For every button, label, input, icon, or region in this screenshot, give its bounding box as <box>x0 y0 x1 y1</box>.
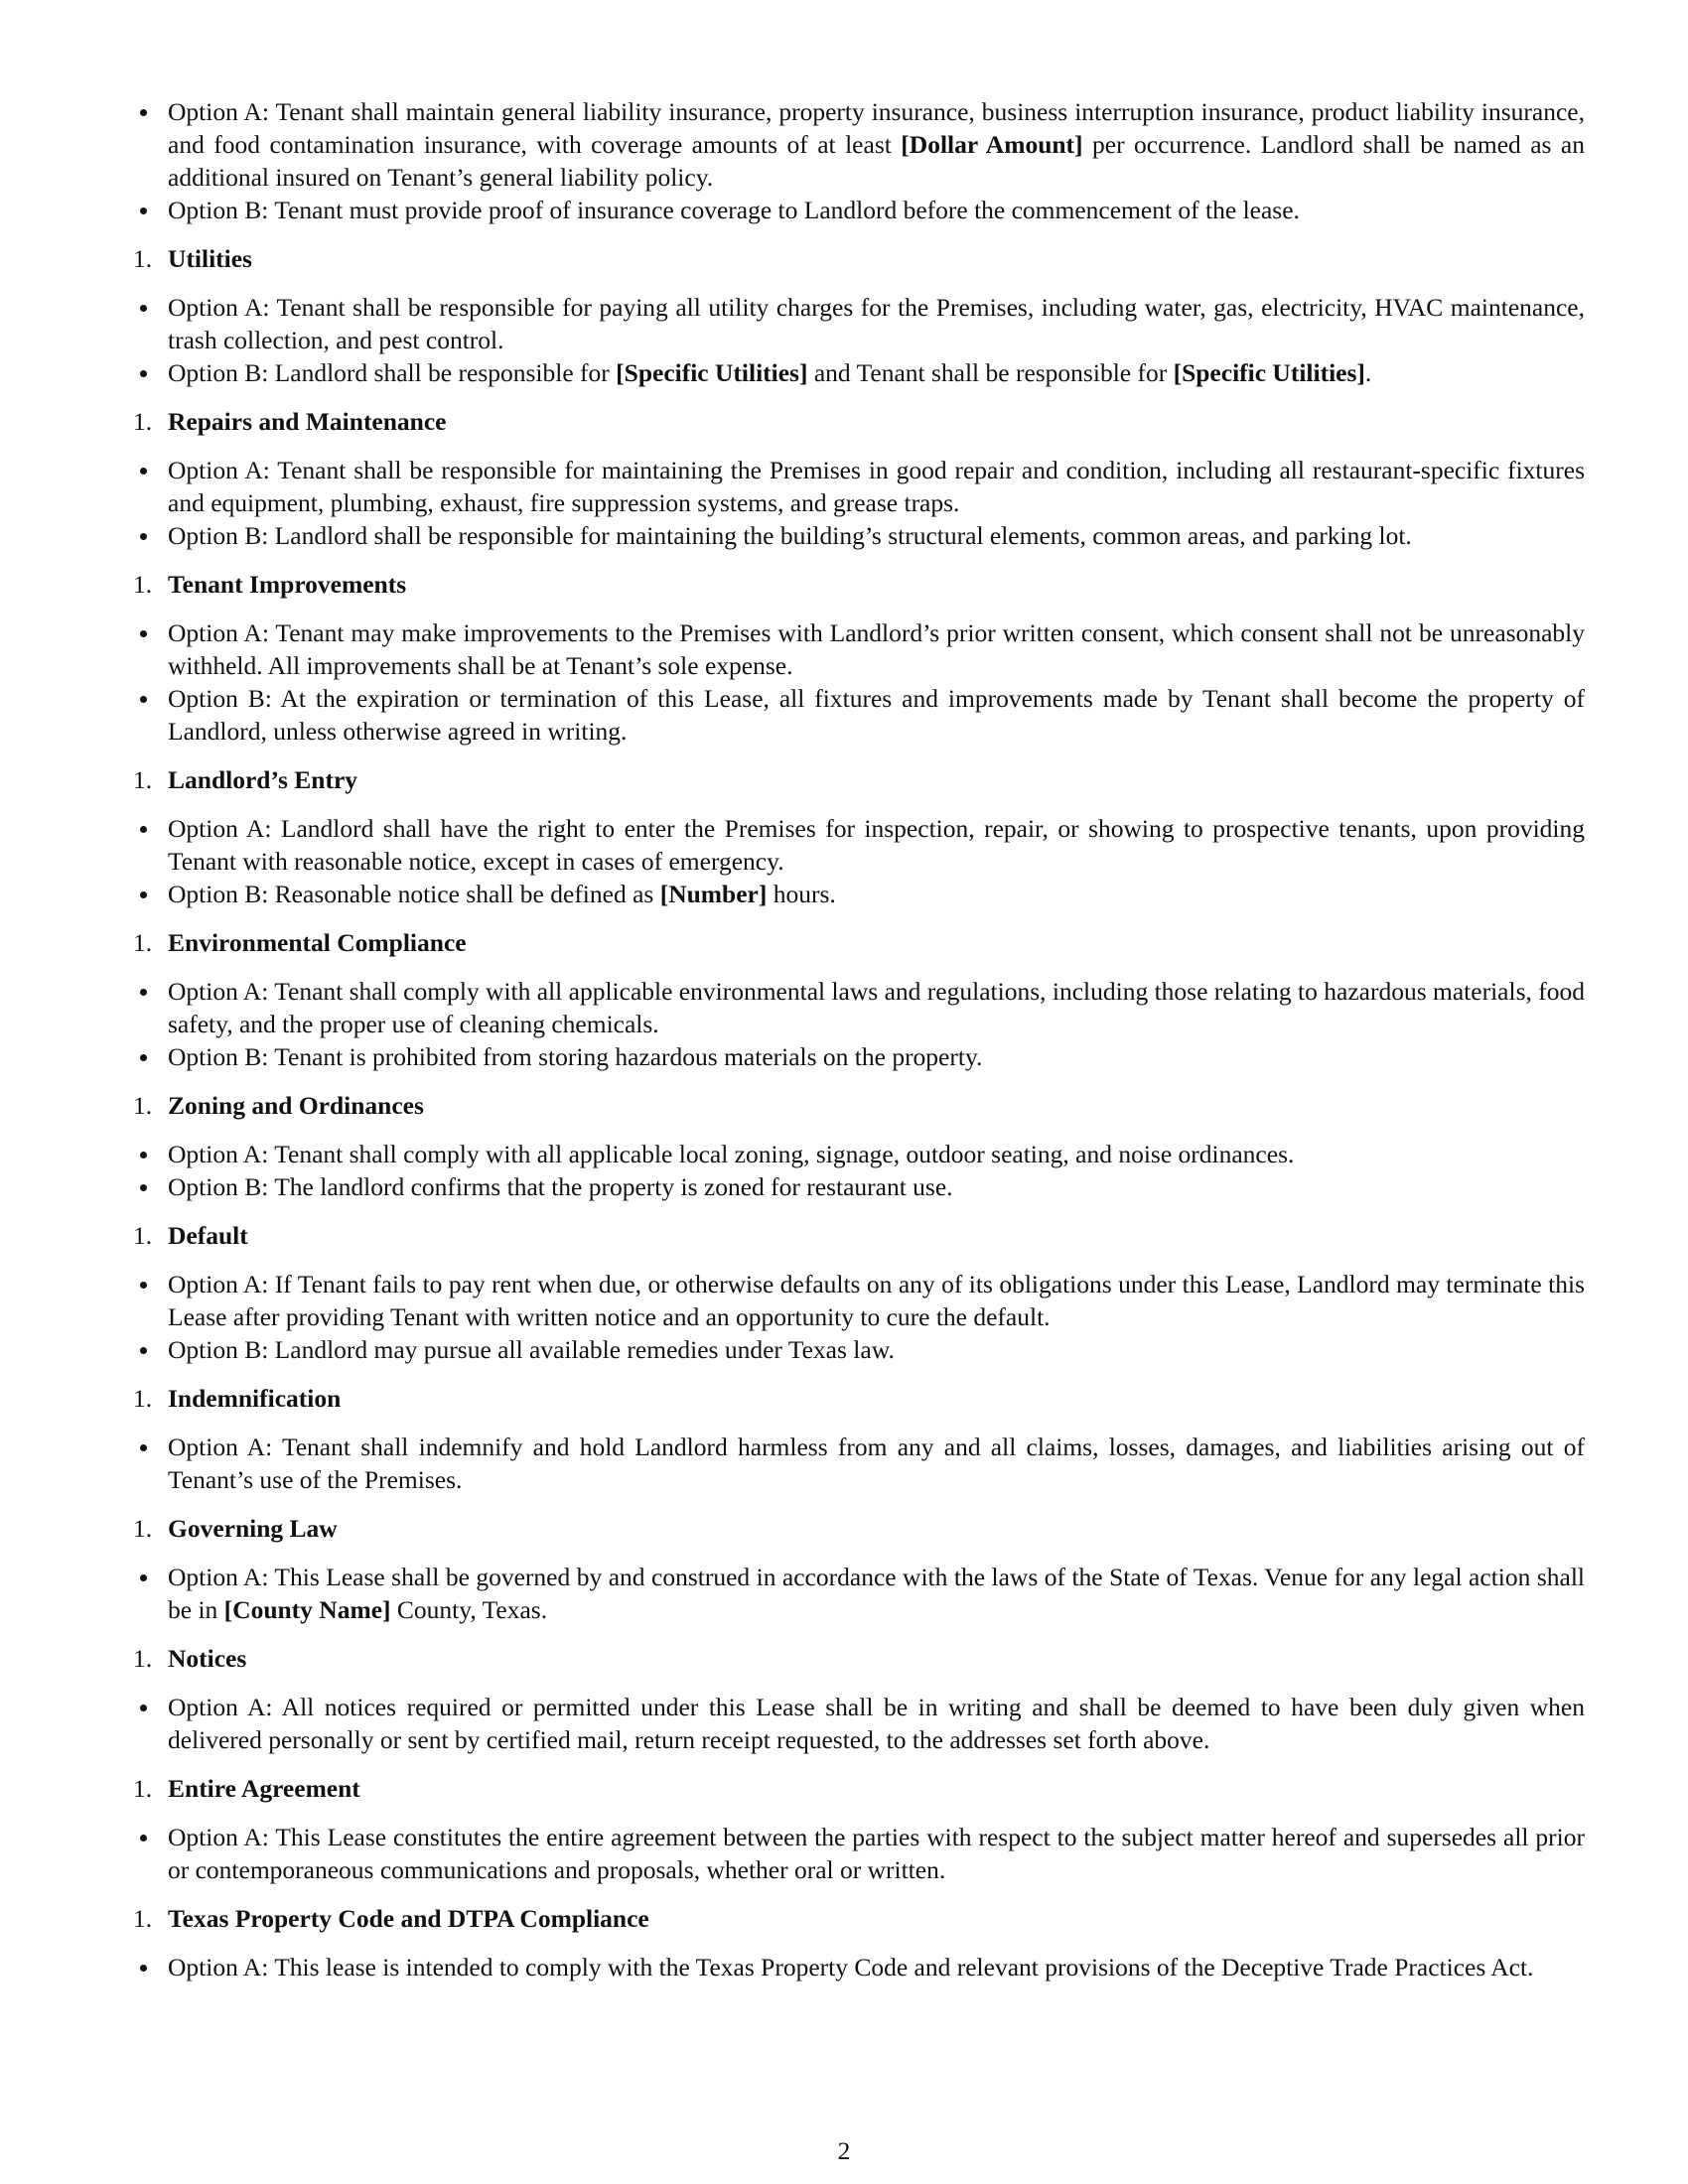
bullet-dot-icon <box>140 370 147 377</box>
option-text: Option A: If Tenant fails to pay rent when due, or otherwise defaults on any of its obligations under this Lease, Landlord may terminate this Lease after providing Tenant with written notice and an opportunity to cure the default. <box>168 1270 1585 1331</box>
section-heading <box>133 1382 1585 1415</box>
option-item <box>133 1040 1585 1073</box>
section-title: Indemnification <box>168 1384 342 1413</box>
option-item <box>133 975 1585 1040</box>
section-number: 1. <box>133 1514 153 1543</box>
option-text: Option B: The landlord confirms that the property is zoned for restaurant use. <box>168 1172 953 1201</box>
option-item <box>133 519 1585 552</box>
option-text: Option A: This lease is intended to comply with the Texas Property Code and relevant provisions of the Deceptive Trade Practices Act. <box>168 1953 1534 1981</box>
option-list <box>133 95 1585 226</box>
bullet-dot-icon <box>140 1574 147 1581</box>
section-title: Notices <box>168 1644 247 1673</box>
option-item <box>133 616 1585 682</box>
section-notices <box>133 1642 1585 1756</box>
bullet-dot-icon <box>140 1152 147 1159</box>
option-item <box>133 1138 1585 1170</box>
option-list <box>133 975 1585 1073</box>
option-text: Option A: Tenant shall be responsible for maintaining the Premises in good repair and condition, including all restaurant-specific fixtures and equipment, plumbing, exhaust, fire suppression systems, and grease traps. <box>168 456 1585 517</box>
option-text: Option A: This Lease constitutes the entire agreement between the parties with respect to the subject matter hereof and supersedes all prior or contemporaneous communications and proposals, whether oral or written. <box>168 1823 1585 1884</box>
section-heading <box>133 1219 1585 1252</box>
option-list <box>133 1951 1585 1983</box>
bullet-dot-icon <box>140 826 147 833</box>
section-heading <box>133 568 1585 601</box>
bullet-dot-icon <box>140 305 147 312</box>
option-list <box>133 291 1585 389</box>
bullet-dot-icon <box>140 109 147 116</box>
section-environmental-compliance <box>133 926 1585 1073</box>
option-text: Option A: Tenant may make improvements to the Premises with Landlord’s prior written consent, which consent shall not be unreasonably withheld. All improvements shall be at Tenant’s sole expense. <box>168 618 1585 680</box>
option-item <box>133 95 1585 194</box>
section-title: Landlord’s Entry <box>168 765 358 794</box>
bullet-dot-icon <box>140 1705 147 1711</box>
option-item <box>133 1170 1585 1203</box>
option-text: Option A: This Lease shall be governed by and construed in accordance with the laws of the State of Texas. Venue for any legal action shall be in <box>168 1563 1585 1624</box>
option-list <box>133 1561 1585 1626</box>
section-heading <box>133 242 1585 275</box>
section-number: 1. <box>133 1384 153 1413</box>
section-texas-property-code-and-dtpa-compliance <box>133 1902 1585 1983</box>
section-heading <box>133 1642 1585 1675</box>
option-text: Option B: Landlord shall be responsible for maintaining the building’s structural elements, common areas, and parking lot. <box>168 521 1412 550</box>
option-text: Option B: Tenant must provide proof of insurance coverage to Landlord before the commencement of the lease. <box>168 196 1300 224</box>
bullet-dot-icon <box>140 533 147 540</box>
bullet-dot-icon <box>140 696 147 703</box>
section-title: Utilities <box>168 244 252 273</box>
section-tenant-improvements <box>133 568 1585 748</box>
bullet-dot-icon <box>140 1054 147 1061</box>
section-number: 1. <box>133 765 153 794</box>
option-item <box>133 812 1585 878</box>
option-text: Option A: Tenant shall indemnify and hold Landlord harmless from any and all claims, losses, damages, and liabilities arising out of Tenant’s use of the Premises. <box>168 1433 1585 1494</box>
section-title: Texas Property Code and DTPA Compliance <box>168 1904 649 1933</box>
section-title: Repairs and Maintenance <box>168 407 447 436</box>
section-number: 1. <box>133 1091 153 1120</box>
section-title: Environmental Compliance <box>168 928 467 957</box>
placeholder-field: [Dollar Amount] <box>901 130 1083 159</box>
section-heading <box>133 1089 1585 1122</box>
section-governing-law <box>133 1512 1585 1626</box>
option-list <box>133 812 1585 910</box>
bullet-dot-icon <box>140 989 147 996</box>
option-item <box>133 682 1585 748</box>
section-heading <box>133 1902 1585 1935</box>
bullet-dot-icon <box>140 1835 147 1842</box>
option-list <box>133 1821 1585 1886</box>
section-indemnification <box>133 1382 1585 1496</box>
option-text: per occurrence. Landlord shall be named as an additional insured on Tenant’s general liability policy. <box>168 130 1585 192</box>
option-list <box>133 616 1585 748</box>
bullet-dot-icon <box>140 1282 147 1289</box>
placeholder-field: [County Name] <box>223 1595 391 1624</box>
section-heading <box>133 1772 1585 1805</box>
bullet-dot-icon <box>140 1347 147 1354</box>
option-item <box>133 1268 1585 1333</box>
placeholder-field: [Specific Utilities] <box>616 358 808 387</box>
section-heading <box>133 1512 1585 1545</box>
section-number: 1. <box>133 1774 153 1803</box>
option-item <box>133 1691 1585 1756</box>
bullet-dot-icon <box>140 1444 147 1451</box>
option-text: Option B: Reasonable notice shall be defined as <box>168 880 660 908</box>
section-number: 1. <box>133 928 153 957</box>
option-item <box>133 1431 1585 1496</box>
section-entire-agreement <box>133 1772 1585 1886</box>
section-heading <box>133 763 1585 796</box>
option-item <box>133 356 1585 389</box>
option-text: Option A: Tenant shall maintain general liability insurance, property insurance, business interruption insurance, product liability insurance, and food contamination insurance, with coverage amounts of at least <box>168 97 1585 159</box>
section-heading <box>133 405 1585 438</box>
section-title: Governing Law <box>168 1514 338 1543</box>
placeholder-field: [Specific Utilities] <box>1173 358 1365 387</box>
bullet-dot-icon <box>140 630 147 637</box>
section-number: 1. <box>133 1221 153 1250</box>
option-text: Option B: Landlord shall be responsible for <box>168 358 617 387</box>
section-number: 1. <box>133 1644 153 1673</box>
option-list <box>133 454 1585 552</box>
option-text: Option B: At the expiration or termination of this Lease, all fixtures and improvements made by Tenant shall become the property of Landlord, unless otherwise agreed in writing. <box>168 684 1585 746</box>
option-text: Option A: Landlord shall have the right to enter the Premises for inspection, repair, or showing to prospective tenants, upon providing Tenant with reasonable notice, except in cases of emergency. <box>168 814 1585 876</box>
option-item <box>133 1561 1585 1626</box>
section-title: Default <box>168 1221 248 1250</box>
option-text: Option A: Tenant shall comply with all applicable local zoning, signage, outdoor seating, and noise ordinances. <box>168 1140 1295 1168</box>
option-text: Option B: Tenant is prohibited from storing hazardous materials on the property. <box>168 1042 983 1071</box>
option-text: and Tenant shall be responsible for <box>807 358 1174 387</box>
section-heading <box>133 926 1585 959</box>
option-text: Option A: Tenant shall comply with all applicable environmental laws and regulations, including those relating to hazardous materials, food safety, and the proper use of cleaning chemicals. <box>168 977 1585 1038</box>
option-text: Option A: Tenant shall be responsible for paying all utility charges for the Premises, including water, gas, electricity, HVAC maintenance, trash collection, and pest control. <box>168 293 1585 354</box>
option-item <box>133 454 1585 519</box>
option-list <box>133 1268 1585 1366</box>
section-utilities <box>133 242 1585 389</box>
section-landlord-s-entry <box>133 763 1585 910</box>
section-zoning-and-ordinances <box>133 1089 1585 1203</box>
option-text: Option B: Landlord may pursue all available remedies under Texas law. <box>168 1335 895 1364</box>
bullet-dot-icon <box>140 1184 147 1191</box>
option-list <box>133 1431 1585 1496</box>
section-title: Tenant Improvements <box>168 570 407 599</box>
document-page <box>133 95 1585 1983</box>
option-list <box>133 1138 1585 1203</box>
option-item <box>133 291 1585 356</box>
section-number: 1. <box>133 244 153 273</box>
section-title: Zoning and Ordinances <box>168 1091 424 1120</box>
section-default <box>133 1219 1585 1366</box>
section-insurance-continued <box>133 95 1585 226</box>
bullet-dot-icon <box>140 468 147 475</box>
bullet-dot-icon <box>140 207 147 214</box>
option-item <box>133 1821 1585 1886</box>
option-text: . <box>1364 358 1372 387</box>
placeholder-field: [Number] <box>659 880 768 908</box>
option-text: hours. <box>767 880 836 908</box>
section-repairs-and-maintenance <box>133 405 1585 552</box>
page-number: 2 <box>837 2136 851 2165</box>
section-number: 1. <box>133 407 153 436</box>
bullet-dot-icon <box>140 1965 147 1972</box>
option-item <box>133 1951 1585 1983</box>
option-item <box>133 1333 1585 1366</box>
option-text: Option A: All notices required or permitted under this Lease shall be in writing and shall be deemed to have been duly given when delivered personally or sent by certified mail, return receipt requested, to the addresses set forth above. <box>168 1693 1585 1754</box>
option-item <box>133 194 1585 226</box>
bullet-dot-icon <box>140 891 147 898</box>
section-title: Entire Agreement <box>168 1774 360 1803</box>
section-number: 1. <box>133 570 153 599</box>
option-list <box>133 1691 1585 1756</box>
option-text: County, Texas. <box>390 1595 548 1624</box>
section-number: 1. <box>133 1904 153 1933</box>
option-item <box>133 878 1585 910</box>
